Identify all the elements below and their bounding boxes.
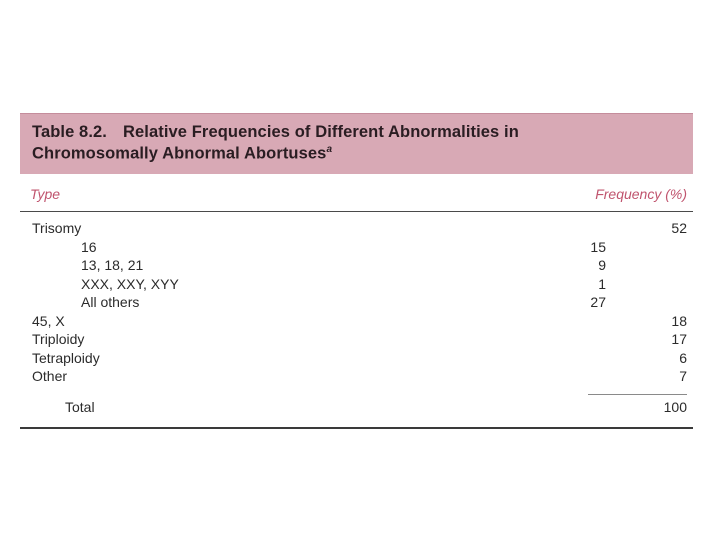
row-label: Other bbox=[32, 368, 68, 384]
table-row bbox=[20, 367, 693, 386]
total-rule bbox=[588, 394, 687, 395]
table-title-text-2: Chromosomally Abnormal Abortuses bbox=[32, 144, 327, 163]
column-header-type: Type bbox=[30, 186, 61, 202]
row-value: 6 bbox=[679, 349, 687, 366]
row-label: XXX, XXY, XYY bbox=[81, 275, 179, 292]
row-value: 7 bbox=[679, 368, 687, 384]
row-label: Tetraploidy bbox=[32, 349, 100, 366]
table-row bbox=[20, 238, 693, 257]
table-title-text-1: Relative Frequencies of Different Abnormalities in bbox=[122, 123, 519, 141]
table-row bbox=[20, 312, 693, 331]
row-label: Trisomy bbox=[32, 220, 82, 236]
table-title-band bbox=[20, 113, 693, 174]
row-label: 16 bbox=[81, 238, 97, 255]
footnote-marker: a bbox=[326, 144, 333, 155]
table-row bbox=[20, 219, 693, 238]
row-label: 13, 18, 21 bbox=[81, 257, 144, 273]
table-body bbox=[20, 219, 693, 386]
row-label: All others bbox=[81, 294, 140, 310]
row-value: 18 bbox=[671, 312, 687, 329]
row-value: 52 bbox=[671, 220, 687, 236]
row-subvalue: 9 bbox=[598, 257, 606, 273]
table-row bbox=[20, 349, 693, 368]
table-8-2 bbox=[20, 113, 693, 431]
row-label: 45, X bbox=[32, 312, 65, 329]
total-value: 100 bbox=[663, 399, 687, 415]
row-label: Triploidy bbox=[32, 331, 85, 347]
row-subvalue: 1 bbox=[598, 275, 606, 292]
table-row bbox=[20, 293, 693, 312]
row-subvalue: 15 bbox=[590, 238, 606, 255]
table-row bbox=[20, 275, 693, 294]
table-title-line-1 bbox=[32, 123, 519, 142]
table-number: Table 8.2. bbox=[32, 123, 107, 141]
bottom-rule bbox=[20, 427, 693, 429]
table-total-row bbox=[20, 397, 693, 417]
header-rule bbox=[20, 211, 693, 212]
row-value: 17 bbox=[671, 331, 687, 347]
row-subvalue: 27 bbox=[590, 294, 606, 310]
table-row bbox=[20, 256, 693, 275]
column-header-frequency: Frequency (%) bbox=[595, 186, 687, 202]
total-label: Total bbox=[65, 399, 95, 415]
table-title-line-2 bbox=[32, 144, 332, 164]
table-row bbox=[20, 330, 693, 349]
